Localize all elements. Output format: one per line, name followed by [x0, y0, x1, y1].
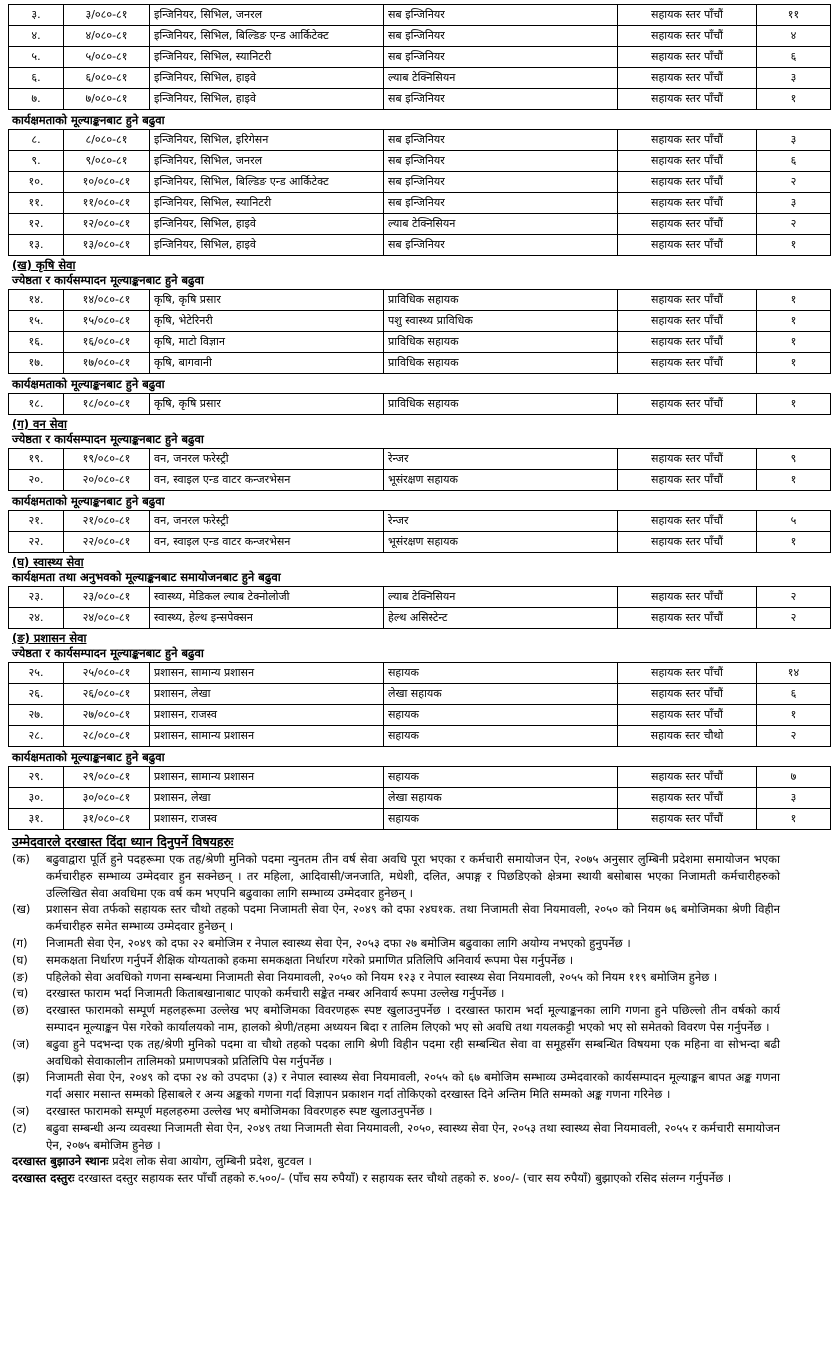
vacancy-count-cell: ३: [757, 788, 831, 809]
table-row: [9, 151, 831, 172]
document-page: [8, 0, 800, 1187]
submission-place-text: प्रदेश लोक सेवा आयोग, लुम्बिनी प्रदेश, बुटवल ।: [108, 1154, 312, 1169]
note-label: (च): [12, 986, 29, 1001]
serial-number-cell: २२.: [9, 532, 64, 553]
service-group-cell: स्वास्थ्य, हेल्थ इन्सपेक्सन: [150, 608, 384, 629]
table-row: [9, 809, 831, 830]
application-fee: [8, 1170, 780, 1187]
section-heading-efficiency: कार्यक्षमताको मूल्याङ्कनबाट हुने बढुवा: [12, 750, 165, 764]
level-cell: सहायक स्तर पाँचौं: [618, 767, 757, 788]
vacancy-count-cell: २: [757, 608, 831, 629]
post-cell: सब इन्जिनियर: [384, 47, 618, 68]
vacancy-count-cell: ३: [757, 68, 831, 89]
vacancy-count-cell: ७: [757, 767, 831, 788]
serial-number-cell: ३.: [9, 5, 64, 26]
serial-number-cell: २७.: [9, 705, 64, 726]
level-cell: सहायक स्तर पाँचौं: [618, 214, 757, 235]
serial-number-cell: १५.: [9, 311, 64, 332]
serial-number-cell: १४.: [9, 290, 64, 311]
advertisement-number-cell: ३/०८०-८१: [64, 5, 150, 26]
serial-number-cell: २९.: [9, 767, 64, 788]
service-group-cell: इन्जिनियर, सिभिल, बिल्डिङ एन्ड आर्किटेक्ट: [150, 172, 384, 193]
vacancy-count-cell: २: [757, 214, 831, 235]
post-cell: प्राविधिक सहायक: [384, 332, 618, 353]
table-row: [9, 705, 831, 726]
vacancy-count-cell: ९: [757, 449, 831, 470]
service-group-cell: प्रशासन, लेखा: [150, 788, 384, 809]
advertisement-number-cell: २१/०८०-८१: [64, 511, 150, 532]
note-label: (ट): [12, 1120, 27, 1135]
advertisement-number-cell: २०/०८०-८१: [64, 470, 150, 491]
level-cell: सहायक स्तर पाँचौं: [618, 5, 757, 26]
vacancy-count-cell: १: [757, 311, 831, 332]
advertisement-number-cell: ३०/०८०-८१: [64, 788, 150, 809]
note-text: पहिलेको सेवा अवधिको गणना सम्बन्धमा निजामती सेवा नियमावली, २०५० को नियम १२३ र नेपाल स्वास्थ्य सेवा नियमावली, २०५५ को नियम ११९ बमोजिम हुनेछ ।: [46, 969, 718, 984]
table-row: [9, 587, 831, 608]
service-group-cell: प्रशासन, लेखा: [150, 684, 384, 705]
vacancy-count-cell: ११: [757, 5, 831, 26]
advertisement-number-cell: २२/०८०-८१: [64, 532, 150, 553]
post-cell: ल्याब टेक्निसियन: [384, 68, 618, 89]
level-cell: सहायक स्तर पाँचौं: [618, 89, 757, 110]
note-text: दरखास्त फारामको सम्पूर्ण महलहरुमा उल्लेख भए बमोजिमका विवरणहरु स्पष्ट खुलाउनुपर्नेछ ।: [46, 1103, 433, 1118]
post-cell: सब इन्जिनियर: [384, 172, 618, 193]
table-row: [9, 5, 831, 26]
advertisement-number-cell: १४/०८०-८१: [64, 290, 150, 311]
post-cell: सहायक: [384, 663, 618, 684]
vacancy-table-forest-efficiency: [8, 510, 831, 553]
vacancy-count-cell: १: [757, 290, 831, 311]
level-cell: सहायक स्तर पाँचौं: [618, 684, 757, 705]
serial-number-cell: २५.: [9, 663, 64, 684]
advertisement-number-cell: २८/०८०-८१: [64, 726, 150, 747]
table-row: [9, 353, 831, 374]
post-cell: सब इन्जिनियर: [384, 26, 618, 47]
vacancy-count-cell: ३: [757, 130, 831, 151]
note-item: [12, 1002, 780, 1036]
vacancy-table-agriculture-seniority: [8, 289, 831, 374]
submission-place-label: दरखास्त बुझाउने स्थानः: [12, 1154, 109, 1169]
serial-number-cell: २८.: [9, 726, 64, 747]
service-group-cell: इन्जिनियर, सिभिल, स्यानिटरी: [150, 47, 384, 68]
advertisement-number-cell: ४/०८०-८१: [64, 26, 150, 47]
advertisement-number-cell: १६/०८०-८१: [64, 332, 150, 353]
note-label: (ङ): [12, 969, 29, 984]
vacancy-count-cell: १: [757, 809, 831, 830]
vacancy-count-cell: ६: [757, 47, 831, 68]
note-item: [12, 1120, 780, 1154]
vacancy-count-cell: ४: [757, 26, 831, 47]
vacancy-table-engineering-seniority: [8, 4, 831, 110]
post-cell: सब इन्जिनियर: [384, 235, 618, 256]
note-text: बढुवाद्वारा पूर्ति हुने पदहरूमा एक तह/श्रेणी मुनिको पदमा न्युनतम तीन वर्ष सेवा अवधि पूरा भएका र कर्मचारी समायोजन ऐन, २०७५ अनुसार लुम्बिनी प्रदेशमा समायोजन भएका कर्मचारीहरु सम्भाव्य उम्मेदवार हुन सक्नेछन् । तर महिला, आदिवासी/जनजाति, मधेशी, दलित, अपाङ्ग र पिछडिएको क्षेत्रमा स्थायी बसोबास भएका निजामती कर्मचारीहरुको उल्लिखित सेवा अवधिमा एक वर्ष कम भएपनि बढुवाका लागि सम्भाव्य उम्मेदवार हुनेछन् ।: [46, 852, 780, 900]
serial-number-cell: २३.: [9, 587, 64, 608]
table-row: [9, 290, 831, 311]
advertisement-number-cell: ६/०८०-८१: [64, 68, 150, 89]
section-heading-seniority: ज्येष्ठता र कार्यसम्पादन मूल्याङ्कनबाट हुने बढुवा: [12, 646, 204, 660]
level-cell: सहायक स्तर पाँचौं: [618, 290, 757, 311]
vacancy-count-cell: १: [757, 705, 831, 726]
serial-number-cell: १६.: [9, 332, 64, 353]
advertisement-number-cell: २६/०८०-८१: [64, 684, 150, 705]
vacancy-count-cell: २: [757, 726, 831, 747]
level-cell: सहायक स्तर पाँचौं: [618, 608, 757, 629]
level-cell: सहायक स्तर पाँचौं: [618, 809, 757, 830]
table-row: [9, 449, 831, 470]
serial-number-cell: ७.: [9, 89, 64, 110]
table-row: [9, 470, 831, 491]
vacancy-count-cell: २: [757, 587, 831, 608]
advertisement-number-cell: १८/०८०-८१: [64, 394, 150, 415]
table-row: [9, 511, 831, 532]
note-item: [12, 1069, 780, 1103]
note-text: समकक्षता निर्धारण गर्नुपर्ने शैक्षिक योग्यताको हकमा समकक्षता निर्धारण गरेको प्रमाणित प्रतिलिपि अनिवार्य रूपमा पेस गर्नुपर्नेछ ।: [46, 952, 574, 967]
level-cell: सहायक स्तर पाँचौं: [618, 511, 757, 532]
section-heading-efficiency: कार्यक्षमताको मूल्याङ्कनबाट हुने बढुवा: [12, 377, 165, 391]
vacancy-count-cell: १: [757, 235, 831, 256]
table-row: [9, 89, 831, 110]
note-item: [12, 969, 780, 986]
note-label: (क): [12, 852, 30, 866]
section-heading-efficiency: कार्यक्षमताको मूल्याङ्कनबाट हुने बढुवा: [12, 494, 165, 508]
table-row: [9, 193, 831, 214]
service-group-cell: स्वास्थ्य, मेडिकल ल्याब टेक्नोलोजी: [150, 587, 384, 608]
advertisement-number-cell: १३/०८०-८१: [64, 235, 150, 256]
service-title-health: (घ) स्वास्थ्य सेवा: [12, 555, 84, 569]
advertisement-number-cell: १७/०८०-८१: [64, 353, 150, 374]
vacancy-count-cell: १: [757, 89, 831, 110]
section-heading-efficiency: कार्यक्षमताको मूल्याङ्कनबाट हुने बढुवा: [12, 113, 165, 127]
level-cell: सहायक स्तर पाँचौं: [618, 130, 757, 151]
note-item: [12, 1036, 780, 1070]
vacancy-table-engineering-efficiency: [8, 129, 831, 256]
service-group-cell: इन्जिनियर, सिभिल, हाइवे: [150, 89, 384, 110]
advertisement-number-cell: २४/०८०-८१: [64, 608, 150, 629]
level-cell: सहायक स्तर पाँचौं: [618, 587, 757, 608]
table-row: [9, 68, 831, 89]
advertisement-number-cell: २३/०८०-८१: [64, 587, 150, 608]
note-label: (ज): [12, 1036, 30, 1051]
service-group-cell: कृषि, कृषि प्रसार: [150, 290, 384, 311]
advertisement-number-cell: ३१/०८०-८१: [64, 809, 150, 830]
serial-number-cell: १७.: [9, 353, 64, 374]
post-cell: पशु स्वास्थ्य प्राविधिक: [384, 311, 618, 332]
post-cell: रेन्जर: [384, 511, 618, 532]
advertisement-number-cell: १९/०८०-८१: [64, 449, 150, 470]
vacancy-count-cell: २: [757, 172, 831, 193]
table-row: [9, 608, 831, 629]
table-row: [9, 311, 831, 332]
service-group-cell: इन्जिनियर, सिभिल, जनरल: [150, 5, 384, 26]
table-row: [9, 726, 831, 747]
application-fee-label: दरखास्त दस्तुरः: [12, 1171, 75, 1186]
level-cell: सहायक स्तर पाँचौं: [618, 470, 757, 491]
serial-number-cell: १०.: [9, 172, 64, 193]
post-cell: हेल्थ असिस्टेन्ट: [384, 608, 618, 629]
table-row: [9, 394, 831, 415]
service-title-agriculture: (ख) कृषि सेवा: [12, 258, 76, 272]
post-cell: सब इन्जिनियर: [384, 151, 618, 172]
post-cell: ल्याब टेक्निसियन: [384, 587, 618, 608]
post-cell: सहायक: [384, 726, 618, 747]
serial-number-cell: १३.: [9, 235, 64, 256]
advertisement-number-cell: ११/०८०-८१: [64, 193, 150, 214]
note-item: [12, 901, 780, 935]
note-text: निजामती सेवा ऐन, २०४९ को दफा २२ बमोजिम र नेपाल स्वास्थ्य सेवा ऐन, २०५३ दफा २७ बमोजिम बढुवाका लागि अयोग्य नभएको हुनुपर्नेछ ।: [46, 935, 631, 950]
serial-number-cell: ११.: [9, 193, 64, 214]
level-cell: सहायक स्तर पाँचौं: [618, 172, 757, 193]
note-item: [12, 935, 780, 952]
post-cell: प्राविधिक सहायक: [384, 394, 618, 415]
notes-list: [8, 851, 794, 1153]
table-row: [9, 47, 831, 68]
service-group-cell: इन्जिनियर, सिभिल, हाइवे: [150, 235, 384, 256]
table-row: [9, 214, 831, 235]
application-fee-text: दरखास्त दस्तुर सहायक स्तर पाँचौं तहको रु.५००/- (पाँच सय रुपैयाँ) र सहायक स्तर चौथो तहको रु. ४००/- (चार सय रुपैयाँ) बुझाएको रसिद संलग्न गर्नुपर्नेछ ।: [74, 1171, 732, 1186]
post-cell: सब इन्जिनियर: [384, 5, 618, 26]
post-cell: सहायक: [384, 705, 618, 726]
note-label: (ञ): [12, 1103, 30, 1118]
service-group-cell: वन, स्वाइल एन्ड वाटर कन्जरभेसन: [150, 532, 384, 553]
advertisement-number-cell: १२/०८०-८१: [64, 214, 150, 235]
serial-number-cell: ८.: [9, 130, 64, 151]
note-item: [12, 952, 780, 969]
service-group-cell: इन्जिनियर, सिभिल, हाइवे: [150, 68, 384, 89]
advertisement-number-cell: १०/०८०-८१: [64, 172, 150, 193]
service-title-forest: (ग) वन सेवा: [12, 417, 67, 431]
note-label: (ग): [12, 935, 28, 950]
table-row: [9, 684, 831, 705]
note-label: (घ): [12, 952, 28, 967]
service-group-cell: इन्जिनियर, सिभिल, हाइवे: [150, 214, 384, 235]
service-title-administration: (ङ) प्रशासन सेवा: [12, 631, 87, 645]
post-cell: रेन्जर: [384, 449, 618, 470]
serial-number-cell: ९.: [9, 151, 64, 172]
service-group-cell: कृषि, बागवानी: [150, 353, 384, 374]
vacancy-count-cell: १: [757, 394, 831, 415]
vacancy-count-cell: १४: [757, 663, 831, 684]
post-cell: भूसंरक्षण सहायक: [384, 532, 618, 553]
service-group-cell: वन, स्वाइल एन्ड वाटर कन्जरभेसन: [150, 470, 384, 491]
service-group-cell: इन्जिनियर, सिभिल, बिल्डिङ एन्ड आर्किटेक्ट: [150, 26, 384, 47]
serial-number-cell: २०.: [9, 470, 64, 491]
note-text: दरखास्त फाराम भर्दा निजामती किताबखानाबाट पाएको कर्मचारी सङ्केत नम्बर अनिवार्य रूपमा उल्लेख गर्नुपर्नेछ ।: [46, 986, 505, 1001]
vacancy-count-cell: ५: [757, 511, 831, 532]
table-row: [9, 532, 831, 553]
post-cell: सहायक: [384, 809, 618, 830]
advertisement-number-cell: ८/०८०-८१: [64, 130, 150, 151]
level-cell: सहायक स्तर पाँचौं: [618, 332, 757, 353]
note-text: बढुवा सम्बन्धी अन्य व्यवस्था निजामती सेवा ऐन, २०४९ तथा निजामती सेवा नियमावली, २०५०, स्वास्थ्य सेवा ऐन, २०५३ तथा स्वास्थ्य सेवा नियमावली, २०५५ र कर्मचारी समायोजन ऐन, २०७५ बमोजिम हुनेछ ।: [46, 1120, 780, 1152]
vacancy-count-cell: १: [757, 332, 831, 353]
advertisement-number-cell: ७/०८०-८१: [64, 89, 150, 110]
serial-number-cell: २१.: [9, 511, 64, 532]
vacancy-table-health: [8, 586, 831, 629]
level-cell: सहायक स्तर पाँचौं: [618, 705, 757, 726]
service-group-cell: इन्जिनियर, सिभिल, जनरल: [150, 151, 384, 172]
level-cell: सहायक स्तर पाँचौं: [618, 788, 757, 809]
level-cell: सहायक स्तर पाँचौं: [618, 151, 757, 172]
serial-number-cell: ५.: [9, 47, 64, 68]
table-row: [9, 130, 831, 151]
level-cell: सहायक स्तर पाँचौं: [618, 532, 757, 553]
service-group-cell: प्रशासन, राजस्व: [150, 705, 384, 726]
table-row: [9, 235, 831, 256]
vacancy-count-cell: ३: [757, 193, 831, 214]
level-cell: सहायक स्तर पाँचौं: [618, 663, 757, 684]
submission-place: [8, 1153, 780, 1170]
vacancy-count-cell: ६: [757, 151, 831, 172]
table-row: [9, 788, 831, 809]
table-row: [9, 663, 831, 684]
level-cell: सहायक स्तर पाँचौं: [618, 394, 757, 415]
serial-number-cell: ६.: [9, 68, 64, 89]
service-group-cell: प्रशासन, राजस्व: [150, 809, 384, 830]
advertisement-number-cell: ५/०८०-८१: [64, 47, 150, 68]
note-label: (छ): [12, 1003, 30, 1018]
level-cell: सहायक स्तर पाँचौं: [618, 353, 757, 374]
advertisement-number-cell: १५/०८०-८१: [64, 311, 150, 332]
vacancy-count-cell: १: [757, 532, 831, 553]
level-cell: सहायक स्तर पाँचौं: [618, 68, 757, 89]
serial-number-cell: ४.: [9, 26, 64, 47]
post-cell: सब इन्जिनियर: [384, 193, 618, 214]
level-cell: सहायक स्तर पाँचौं: [618, 193, 757, 214]
note-item: [12, 1103, 780, 1120]
section-heading-seniority: ज्येष्ठता र कार्यसम्पादन मूल्याङ्कनबाट हुने बढुवा: [12, 273, 204, 287]
service-group-cell: वन, जनरल फरेस्ट्री: [150, 511, 384, 532]
note-text: निजामती सेवा ऐन, २०४९ को दफा २४ को उपदफा (३) र नेपाल स्वास्थ्य सेवा नियमावली, २०५५ को ६७ बमोजिम सम्भाव्य उम्मेदवारको कार्यसम्पादन मूल्याङ्कन बापत अङ्क गणना गर्दा असार मसान्त सम्मको हिसाबले र अन्य अङ्कको गणना गर्दा विज्ञापन प्रकाशन गर्दा तोकिएको दरखास्त दिने अन्तिम मिति सम्मको अङ्क गणना गरिनेछ ।: [46, 1070, 780, 1102]
level-cell: सहायक स्तर पाँचौं: [618, 47, 757, 68]
serial-number-cell: २६.: [9, 684, 64, 705]
notes-title: उम्मेदवारले दरखास्त दिंदा ध्यान दिनुपर्ने विषयहरुः: [12, 834, 234, 849]
table-row: [9, 332, 831, 353]
post-cell: प्राविधिक सहायक: [384, 290, 618, 311]
serial-number-cell: ३१.: [9, 809, 64, 830]
vacancy-count-cell: १: [757, 353, 831, 374]
service-group-cell: वन, जनरल फरेस्ट्री: [150, 449, 384, 470]
service-group-cell: कृषि, माटो विज्ञान: [150, 332, 384, 353]
post-cell: ल्याब टेक्निसियन: [384, 214, 618, 235]
level-cell: सहायक स्तर पाँचौं: [618, 235, 757, 256]
vacancy-table-forest-seniority: [8, 448, 831, 491]
post-cell: भूसंरक्षण सहायक: [384, 470, 618, 491]
vacancy-count-cell: ६: [757, 684, 831, 705]
serial-number-cell: १२.: [9, 214, 64, 235]
note-item: [12, 851, 780, 901]
serial-number-cell: ३०.: [9, 788, 64, 809]
service-group-cell: प्रशासन, सामान्य प्रशासन: [150, 663, 384, 684]
post-cell: लेखा सहायक: [384, 684, 618, 705]
post-cell: सहायक: [384, 767, 618, 788]
level-cell: सहायक स्तर चौथो: [618, 726, 757, 747]
note-label: (ख): [12, 902, 31, 917]
service-group-cell: प्रशासन, सामान्य प्रशासन: [150, 767, 384, 788]
service-group-cell: कृषि, भेटेरिनरी: [150, 311, 384, 332]
table-row: [9, 172, 831, 193]
post-cell: सब इन्जिनियर: [384, 130, 618, 151]
note-label: (झ): [12, 1070, 30, 1085]
service-group-cell: इन्जिनियर, सिभिल, इरिगेसन: [150, 130, 384, 151]
service-group-cell: कृषि, कृषि प्रसार: [150, 394, 384, 415]
note-text: दरखास्त फारामको सम्पूर्ण महलहरूमा उल्लेख भए बमोजिमका विवरणहरू स्पष्ट खुलाउनुपर्नेछ । दरखास्त फाराम भर्दा मूल्याङ्कनका लागि गणना हुने पछिल्लो तीन वर्षको कार्य सम्पादन मूल्याङ्कन पेस गरेको कार्यालयको नाम, हालको श्रेणी/तहमा अध्ययन बिदा र तालिम लिएको भए सो अवधि तथा गयलकट्टी भएको भए सो समेतको विवरण पेस गर्नुपर्नेछ ।: [46, 1003, 780, 1034]
section-heading-adjustment: कार्यक्षमता तथा अनुभवको मूल्याङ्कनबाट समायोजनबाट हुने बढुवा: [12, 570, 281, 584]
post-cell: सब इन्जिनियर: [384, 89, 618, 110]
advertisement-number-cell: २९/०८०-८१: [64, 767, 150, 788]
advertisement-number-cell: २७/०८०-८१: [64, 705, 150, 726]
level-cell: सहायक स्तर पाँचौं: [618, 449, 757, 470]
note-text: प्रशासन सेवा तर्फको सहायक स्तर चौथो तहको पदमा निजामती सेवा ऐन, २०४९ को दफा २४घ१क. तथा निजामती सेवा नियमावली, २०५० को नियम ७६ बमोजिमका श्रेणी विहीन कर्मचारीहरु समेत सम्भाव्य उम्मेदवार हुनेछन् ।: [46, 902, 780, 934]
post-cell: प्राविधिक सहायक: [384, 353, 618, 374]
level-cell: सहायक स्तर पाँचौं: [618, 311, 757, 332]
section-heading-seniority: ज्येष्ठता र कार्यसम्पादन मूल्याङ्कनबाट हुने बढुवा: [12, 432, 204, 446]
note-text: बढुवा हुने पदभन्दा एक तह/श्रेणी मुनिको पदमा वा चौथो तहको पदका लागि श्रेणी विहीन पदमा रही सम्बन्धित सेवा वा समूहसँग सम्बन्धित विषयमा एक महिना वा सोभन्दा बढी अवधिको सेवाकालीन तालिमको प्रमाणपत्रको प्रतिलिपि पेस गर्नुपर्नेछ ।: [46, 1036, 780, 1068]
table-row: [9, 767, 831, 788]
vacancy-table-administration-seniority: [8, 662, 831, 747]
serial-number-cell: १८.: [9, 394, 64, 415]
serial-number-cell: २४.: [9, 608, 64, 629]
level-cell: सहायक स्तर पाँचौं: [618, 26, 757, 47]
serial-number-cell: १९.: [9, 449, 64, 470]
post-cell: लेखा सहायक: [384, 788, 618, 809]
vacancy-table-administration-efficiency: [8, 766, 831, 830]
advertisement-number-cell: २५/०८०-८१: [64, 663, 150, 684]
service-group-cell: इन्जिनियर, सिभिल, स्यानिटरी: [150, 193, 384, 214]
advertisement-number-cell: ९/०८०-८१: [64, 151, 150, 172]
vacancy-table-agriculture-efficiency: [8, 393, 831, 415]
vacancy-count-cell: १: [757, 470, 831, 491]
table-row: [9, 26, 831, 47]
note-item: [12, 985, 780, 1002]
service-group-cell: प्रशासन, सामान्य प्रशासन: [150, 726, 384, 747]
